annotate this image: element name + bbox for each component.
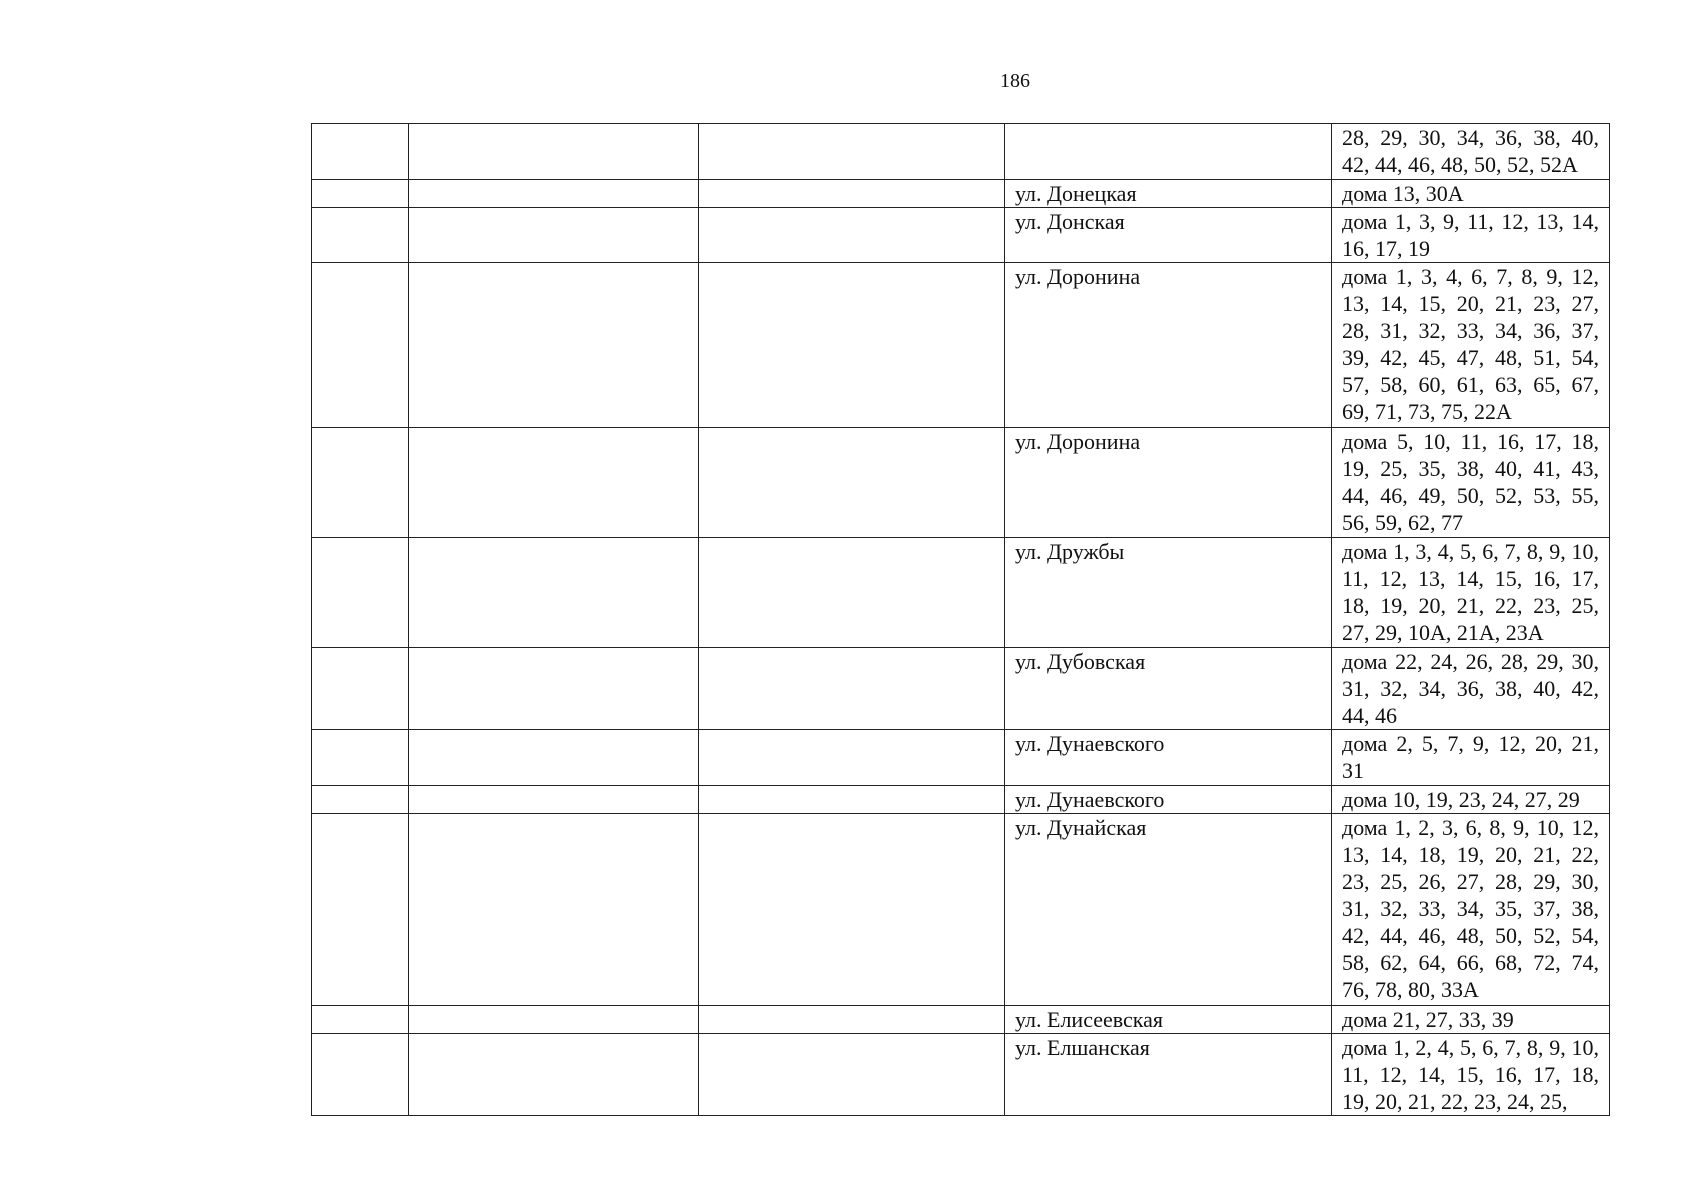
- table-row: [312, 263, 1610, 428]
- table-row: [312, 428, 1610, 538]
- cell-number: [312, 538, 409, 648]
- cell-number: [312, 1034, 409, 1116]
- cell-district: [409, 124, 699, 180]
- cell-number: [312, 1006, 409, 1034]
- table-row: [312, 786, 1610, 814]
- cell-settlement: [699, 428, 1005, 538]
- address-table: [311, 123, 1610, 1116]
- cell-houses: дома 2, 5, 7, 9, 12, 20, 21, 31: [1332, 730, 1610, 786]
- cell-houses: дома 22, 24, 26, 28, 29, 30, 31, 32, 34, 36, 38, 40, 42, 44, 46: [1332, 648, 1610, 730]
- cell-district: [409, 180, 699, 208]
- cell-district: [409, 1006, 699, 1034]
- table-row: [312, 124, 1610, 180]
- cell-district: [409, 263, 699, 428]
- cell-settlement: [699, 180, 1005, 208]
- cell-houses: дома 1, 3, 4, 5, 6, 7, 8, 9, 10, 11, 12, 13, 14, 15, 16, 17, 18, 19, 20, 21, 22, 23, 25, 27, 29, 10А, 21А, 23А: [1332, 538, 1610, 648]
- table-row: [312, 1034, 1610, 1116]
- table-row: [312, 814, 1610, 1006]
- cell-district: [409, 730, 699, 786]
- cell-number: [312, 263, 409, 428]
- cell-settlement: [699, 730, 1005, 786]
- cell-houses: дома 1, 2, 4, 5, 6, 7, 8, 9, 10, 11, 12, 14, 15, 16, 17, 18, 19, 20, 21, 22, 23, 24, 25,: [1332, 1034, 1610, 1116]
- cell-street: ул. Донецкая: [1005, 180, 1332, 208]
- cell-district: [409, 786, 699, 814]
- cell-district: [409, 1034, 699, 1116]
- cell-settlement: [699, 814, 1005, 1006]
- cell-number: [312, 648, 409, 730]
- cell-street: [1005, 124, 1332, 180]
- cell-number: [312, 730, 409, 786]
- table-row: [312, 208, 1610, 263]
- table-row: [312, 180, 1610, 208]
- cell-street: ул. Доронина: [1005, 428, 1332, 538]
- cell-number: [312, 180, 409, 208]
- cell-district: [409, 648, 699, 730]
- page-number: 186: [1000, 70, 1030, 92]
- cell-houses: 28, 29, 30, 34, 36, 38, 40, 42, 44, 46, 48, 50, 52, 52А: [1332, 124, 1610, 180]
- cell-street: ул. Елшанская: [1005, 1034, 1332, 1116]
- table-row: [312, 538, 1610, 648]
- cell-number: [312, 124, 409, 180]
- cell-street: ул. Дружбы: [1005, 538, 1332, 648]
- table-row: [312, 730, 1610, 786]
- cell-houses: дома 10, 19, 23, 24, 27, 29: [1332, 786, 1610, 814]
- cell-number: [312, 208, 409, 263]
- cell-houses: дома 1, 3, 9, 11, 12, 13, 14, 16, 17, 19: [1332, 208, 1610, 263]
- cell-settlement: [699, 124, 1005, 180]
- cell-settlement: [699, 648, 1005, 730]
- cell-number: [312, 786, 409, 814]
- cell-number: [312, 428, 409, 538]
- table-row: [312, 1006, 1610, 1034]
- cell-district: [409, 428, 699, 538]
- cell-houses: дома 1, 3, 4, 6, 7, 8, 9, 12, 13, 14, 15, 20, 21, 23, 27, 28, 31, 32, 33, 34, 36, 37, 39, 42, 45, 47, 48, 51, 54, 57, 58, 60, 61, 63, 65, 67, 69, 71, 73, 75, 22А: [1332, 263, 1610, 428]
- cell-houses: дома 13, 30А: [1332, 180, 1610, 208]
- cell-street: ул. Дубовская: [1005, 648, 1332, 730]
- cell-street: ул. Елисеевская: [1005, 1006, 1332, 1034]
- cell-district: [409, 538, 699, 648]
- cell-number: [312, 814, 409, 1006]
- cell-street: ул. Доронина: [1005, 263, 1332, 428]
- cell-district: [409, 814, 699, 1006]
- cell-houses: дома 1, 2, 3, 6, 8, 9, 10, 12, 13, 14, 18, 19, 20, 21, 22, 23, 25, 26, 27, 28, 29, 30, 31, 32, 33, 34, 35, 37, 38, 42, 44, 46, 48, 50, 52, 54, 58, 62, 64, 66, 68, 72, 74, 76, 78, 80, 33А: [1332, 814, 1610, 1006]
- cell-district: [409, 208, 699, 263]
- table-row: [312, 648, 1610, 730]
- cell-settlement: [699, 263, 1005, 428]
- cell-street: ул. Дунайская: [1005, 814, 1332, 1006]
- cell-settlement: [699, 538, 1005, 648]
- cell-settlement: [699, 1006, 1005, 1034]
- cell-settlement: [699, 1034, 1005, 1116]
- cell-street: ул. Донская: [1005, 208, 1332, 263]
- cell-street: ул. Дунаевского: [1005, 786, 1332, 814]
- cell-settlement: [699, 786, 1005, 814]
- cell-houses: дома 5, 10, 11, 16, 17, 18, 19, 25, 35, 38, 40, 41, 43, 44, 46, 49, 50, 52, 53, 55, 56, 59, 62, 77: [1332, 428, 1610, 538]
- cell-houses: дома 21, 27, 33, 39: [1332, 1006, 1610, 1034]
- cell-street: ул. Дунаевского: [1005, 730, 1332, 786]
- cell-settlement: [699, 208, 1005, 263]
